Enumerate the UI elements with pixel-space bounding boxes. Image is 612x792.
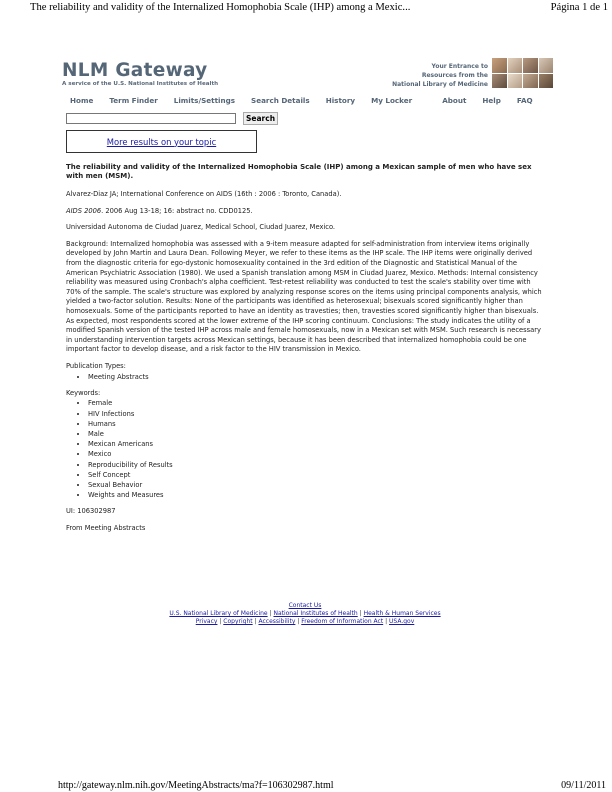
nav-search-details[interactable]: Search Details — [251, 96, 310, 105]
footer-link-hhs[interactable]: Health & Human Services — [363, 610, 441, 617]
photo-tile — [492, 74, 507, 89]
more-results-link[interactable]: More results on your topic — [106, 136, 217, 147]
citation-details: . 2006 Aug 13-18; 16: abstract no. CDD0125. — [101, 206, 253, 215]
list-item: • Self Concept — [88, 470, 544, 480]
list-item: • Reproducibility of Results — [88, 460, 544, 470]
photo-tile — [508, 58, 523, 73]
list-item: • Humans — [88, 419, 544, 429]
print-footer-date: 09/11/2011 — [561, 780, 606, 791]
footer-link-usagov[interactable]: USA.gov — [389, 618, 415, 625]
search-button[interactable]: Search — [243, 112, 278, 125]
search-bar — [66, 112, 278, 125]
tagline-line: National Library of Medicine — [392, 81, 488, 88]
footer-link-accessibility[interactable]: Accessibility — [258, 618, 296, 625]
photo-tile — [539, 74, 554, 89]
article-ui: UI: 106302987 — [66, 507, 116, 516]
nav-help[interactable]: Help — [482, 96, 501, 105]
article-content — [66, 163, 544, 541]
nav-about[interactable]: About — [442, 96, 467, 105]
nav-history[interactable]: History — [325, 96, 356, 105]
article-source: From Meeting Abstracts — [66, 523, 146, 532]
tagline-line: Your Entrance to — [431, 63, 488, 70]
photo-tile — [523, 58, 538, 73]
article-authors: Alvarez-Diaz JA; International Conference on AIDS (16th : 2006 : Toronto, Canada). — [66, 190, 342, 198]
list-item: • Female — [88, 398, 544, 408]
nav-faq[interactable]: FAQ — [516, 96, 533, 105]
logo-subtitle: A service of the U.S. National Institutes of Health — [62, 81, 219, 87]
site-banner — [62, 58, 554, 90]
print-footer — [58, 780, 606, 791]
nlm-gateway-logo[interactable]: NLM Gateway — [62, 60, 208, 81]
article-citation — [66, 207, 544, 217]
nav-my-locker[interactable]: My Locker — [371, 96, 413, 105]
search-input[interactable] — [66, 113, 236, 124]
print-footer-url: http://gateway.nlm.nih.gov/MeetingAbstracts/ma?f=106302987.html — [58, 780, 334, 791]
photo-tile — [492, 58, 507, 73]
print-header — [30, 2, 608, 13]
list-item: • Weights and Measures — [88, 490, 544, 500]
article-abstract: Background: Internalized homophobia was assessed with a 9-item measure adapted for self-administration from interview items originally developed by John Martin and Laura Dean. Following Meyer, we refer to these items as the IHP scale. The IHP items were originally derived from the diagnostic criteria for ego-dystonic homosexuality contained in the 3rd edition of the Diagnostic and Statistical Manual of the American Psychiatric Association (1980). We used a Spanish translation among MSM in Ciudad Juarez, Mexico. Methods: Internal consistency reliability was measured using Cronbach's alpha coefficient. Test-retest reliability was conducted to test the scale's stability over time with 70% of the sample. The scale's structure was explored by analyzing response scores on the items using principal components analysis, which yielded a two-factor solution. Results: None of the participants was identified as heterosexual; bisexuals scored significantly higher than homosexuals. Some of the participants reported to have an identity as travesties; then, travesties scored significantly higher than bisexuals. As expected, most respondents scored at the lower extreme of the IHP scoring continuum. Conclusions: The study indicates the utility of a modified Spanish version of the tested IHP across male and female homosexuals, now in a Mexican set with MSM. Such research is necessary in understanding intervention targets across Mexican settings, because it has been described that internalized homophobia could be one important factor to develop disease, and a risk factor to the HIV transmission in Mexico. — [66, 239, 542, 354]
publication-types-label: Publication Types: — [66, 361, 126, 370]
list-item: • Sexual Behavior — [88, 480, 544, 490]
footer-link-nih[interactable]: National Institutes of Health — [273, 610, 358, 617]
list-item: • Mexican Americans — [88, 439, 544, 449]
list-item: • HIV Infections — [88, 409, 544, 419]
main-nav — [62, 96, 554, 105]
photo-tile — [523, 74, 538, 89]
photo-tile — [539, 58, 554, 73]
footer-link-nlm[interactable]: U.S. National Library of Medicine — [169, 610, 268, 617]
footer-link-foia[interactable]: Freedom of Information Act — [301, 618, 384, 625]
journal-name: AIDS 2006 — [66, 206, 102, 215]
nav-term-finder[interactable]: Term Finder — [109, 96, 158, 105]
tagline-line: Resources from the — [421, 72, 488, 79]
photo-tile — [508, 74, 523, 89]
nav-limits-settings[interactable]: Limits/Settings — [173, 96, 236, 105]
list-item: • Male — [88, 429, 544, 439]
print-header-page: Página 1 de 1 — [550, 2, 608, 13]
banner-photo-collage — [492, 58, 554, 88]
list-item: • Meeting Abstracts — [88, 372, 544, 382]
keywords-label: Keywords: — [66, 388, 101, 397]
print-header-title: The reliability and validity of the Internalized Homophobia Scale (IHP) among a Mexic... — [30, 2, 411, 13]
publication-types-list — [66, 372, 544, 382]
footer-link-privacy[interactable]: Privacy — [195, 618, 218, 625]
nav-home[interactable]: Home — [70, 96, 94, 105]
article-affiliation: Universidad Autonoma de Ciudad Juarez, Medical School, Ciudad Juarez, Mexico. — [66, 223, 336, 232]
page-footer: Contact Us U.S. National Library of Medicine | National Institutes of Health | Health & Human Services Privacy | Copyright | Accessibility | Freedom of Information Act | USA.gov — [169, 602, 441, 625]
footer-contact-link[interactable]: Contact Us — [288, 602, 322, 609]
article-title: The reliability and validity of the Internalized Homophobia Scale (IHP) among a Mexican sample of men who have sex with men (MSM). — [66, 163, 532, 180]
tagline — [312, 62, 488, 89]
footer-link-copyright[interactable]: Copyright — [223, 618, 253, 625]
keywords-list — [66, 398, 544, 500]
more-results-box — [66, 130, 257, 153]
list-item: • Mexico — [88, 449, 544, 459]
